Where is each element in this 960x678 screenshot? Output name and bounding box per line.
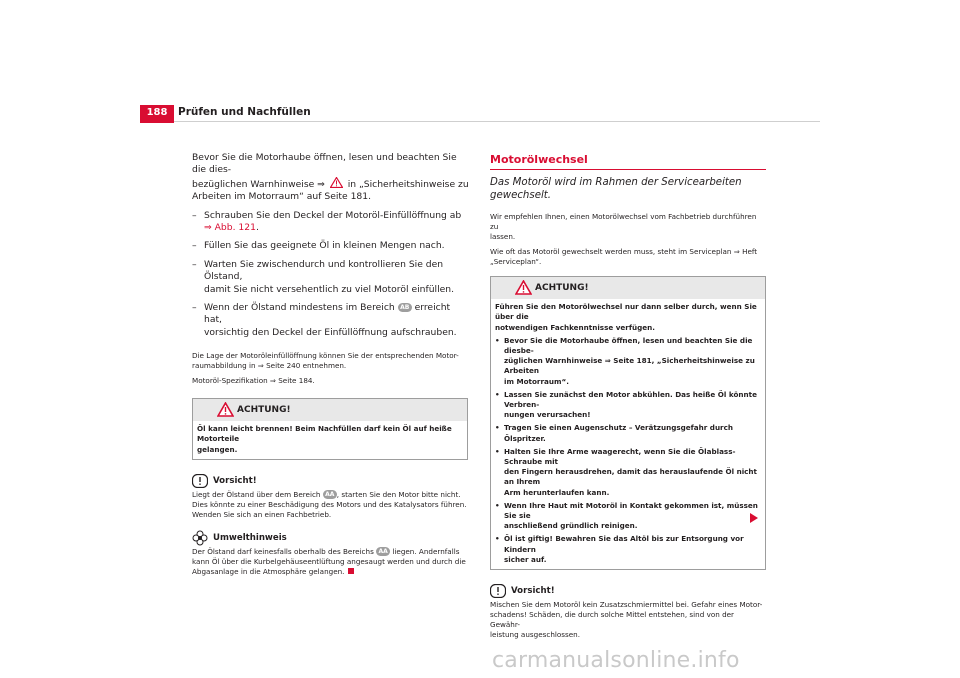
warning-title: ACHTUNG! [237,405,291,416]
paragraph: Wie oft das Motoröl gewechselt werden muss, steht im Serviceplan ⇒ Heft „Serviceplan“. [490,247,758,267]
bullet-line: Arm herunterlaufen kann. [504,487,610,497]
warning-bullet [495,501,761,532]
environment-title: Umwelthinweis [213,532,287,543]
end-of-section-marker [348,568,354,574]
warning-title: ACHTUNG! [535,283,589,294]
step-item: – Schrauben Sie den Deckel der Motoröl-Einfüllöffnung ab ⇒ Abb. 121. [192,209,462,234]
caution-title: Vorsicht! [511,585,555,596]
section-title: Motorölwechsel [490,153,588,166]
section-rule [490,169,766,170]
bullet-dot: • [495,423,500,433]
bullet-line: Lassen Sie zunächst den Motor abkühlen. Das heiße Öl könnte Verbren- [504,389,757,410]
bullet-line: züglichen Warnhinweise ⇒ Seite 181, „Sicherheitshinweise zu Arbeiten [504,356,755,376]
warning-header [193,399,467,421]
bullet-line: Wenn Ihre Haut mit Motoröl in Kontakt gekommen ist, müssen Sie sie [504,500,758,521]
warning-box [490,276,766,570]
caution-note: Vorsicht! Mischen Sie dem Motoröl kein Zusatzschmiermittel bei. Gefahr eines Motor- schadens! Schäden, die durch solche Mittel entstehen, sind von der Gewähr- leistung ausgeschlossen. [490,585,763,640]
bullet-dot: • [495,389,500,399]
bullet-line: Bevor Sie die Motorhaube öffnen, lesen und beachten Sie die diesbe- [504,335,753,356]
intro-line: Arbeiten im Motorraum“ auf Seite 181. [192,191,372,203]
paragraph: Wir empfehlen Ihnen, einen Motorölwechsel vom Fachbetrieb durchführen zu lassen. [490,212,757,242]
environment-note: Umwelthinweis Der Ölstand darf keinesfalls oberhalb des Bereichs AA liegen. Andernfalls kann Öl über die Kurbelgehäuseentlüftung angesaugt werden und durch die Abgasanlage in die Atmosphäre gelangen. [192,529,470,577]
warning-bullet [495,447,761,498]
caution-title: Vorsicht! [213,475,257,486]
warning-text: Öl kann leicht brennen! Beim Nachfüllen darf kein Öl auf heiße Motorteile gelangen. [197,424,452,454]
caution-note: Vorsicht! Liegt der Ölstand über dem Bereich AA , starten Sie den Motor bitte nicht. Dies könnte zu einer Beschädigung des Motors und des Katalysators führen. Wenden Sie sich an einen Fachbetrieb. [192,475,467,519]
warning-bullet [495,423,761,443]
intro-line: bezüglichen Warnhinweise ⇒ in „Sicherheitshinweise zu [192,178,469,190]
caution-icon [192,474,208,488]
bullet-line: anschließend gründlich reinigen. [504,521,638,531]
step-item: – Füllen Sie das geeignete Öl in kleinen Mengen nach. [192,240,445,252]
range-badge: AB [398,303,412,312]
figure-link[interactable]: ⇒ Abb. 121 [204,222,256,234]
warning-bullet [495,336,761,387]
header-accent-rule [140,121,174,123]
running-header-title: Prüfen und Nachfüllen [178,106,311,118]
intro-line: Bevor Sie die Motorhaube öffnen, lesen und beachten Sie die dies- [192,152,457,176]
page-number: 188 [140,105,174,121]
watermark: carmanualsonline.info [492,648,740,673]
warning-bullet [495,390,761,421]
bullet-line: nungen verursachen! [504,410,591,420]
caution-icon [490,584,506,598]
step-item: – Warten Sie zwischendurch und kontrollieren Sie den Ölstand, damit Sie nicht versehentlich zu viel Motoröl einfüllen. [192,258,455,295]
bullet-dot: • [495,446,500,456]
header-rule [140,121,820,122]
section-subtitle: Das Motoröl wird im Rahmen der Servicearbeiten gewechselt. [490,177,742,201]
bullet-line: Öl ist giftig! Bewahren Sie das Altöl bis zur Entsorgung vor Kindern [504,534,744,554]
info-note: Die Lage der Motoröleinfüllöffnung können Sie der entsprechenden Motor- raumabbildung in ⇒ Seite 240 entnehmen. [192,351,459,371]
spec-note: Motoröl-Spezifikation ⇒ Seite 184. [192,376,315,386]
warning-bullet [495,534,761,565]
flower-icon [192,530,208,546]
warning-triangle-icon [515,280,532,295]
bullet-line: sicher auf. [504,554,547,564]
right-column [490,154,766,640]
bullet-dot: • [495,534,500,544]
bullet-line: Tragen Sie einen Augenschutz – Verätzungsgefahr durch Ölspritzer. [504,423,733,443]
bullet-dot: • [495,500,500,510]
range-badge: AA [323,490,337,499]
warning-box [192,398,468,460]
next-page-arrow-icon[interactable] [750,513,758,523]
left-column [192,152,470,577]
bullet-dot: • [495,335,500,345]
warning-triangle-icon [217,402,234,417]
warning-header [491,277,765,299]
bullet-line: den Fingern herausdrehen, damit das herauslaufende Öl nicht an Ihrem [504,467,757,487]
bullet-line: Halten Sie Ihre Arme waagerecht, wenn Sie die Ölablass-Schraube mit [504,446,736,467]
warning-triangle-icon [330,177,343,188]
warning-text: Führen Sie den Motorölwechsel nur dann selber durch, wenn Sie über die notwendigen Fachkenntnisse verfügen. • Bevor Sie die Motorhaube öffnen, lesen und beachten Sie die diesbe- züglichen Warnhinweise ⇒ Seite 181, „Sicherheitshinweise zu Arbeiten im Motorraum“. • Lassen Sie zunächst den Motor abkühlen. Das heiße Öl könnte Verbren- nungen verursachen! • Tragen Sie einen Augenschutz – Verätzungsgefahr durch Ölspritzer. • Halten Sie Ihre Arme waagerecht, wenn Sie die Ölablass-Schraube mit den Fingern herausdrehen, damit das herauslaufende Öl nicht an Ihrem Arm herunterlaufen kann. • Wenn Ihre Haut mit Motoröl in Kontakt gekommen ist, müssen Sie sie anschließend gründlich reinigen. • Öl ist giftig! Bewahren Sie das Altöl bis zur Entsorgung vor Kindern sicher auf. [491,299,765,569]
range-badge: AA [376,547,390,556]
bullet-line: im Motorraum“. [504,376,569,386]
step-item: – Wenn der Ölstand mindestens im Bereich AB erreicht hat, vorsichtig den Deckel der Einfüllöffnung aufschrauben. [192,302,457,338]
